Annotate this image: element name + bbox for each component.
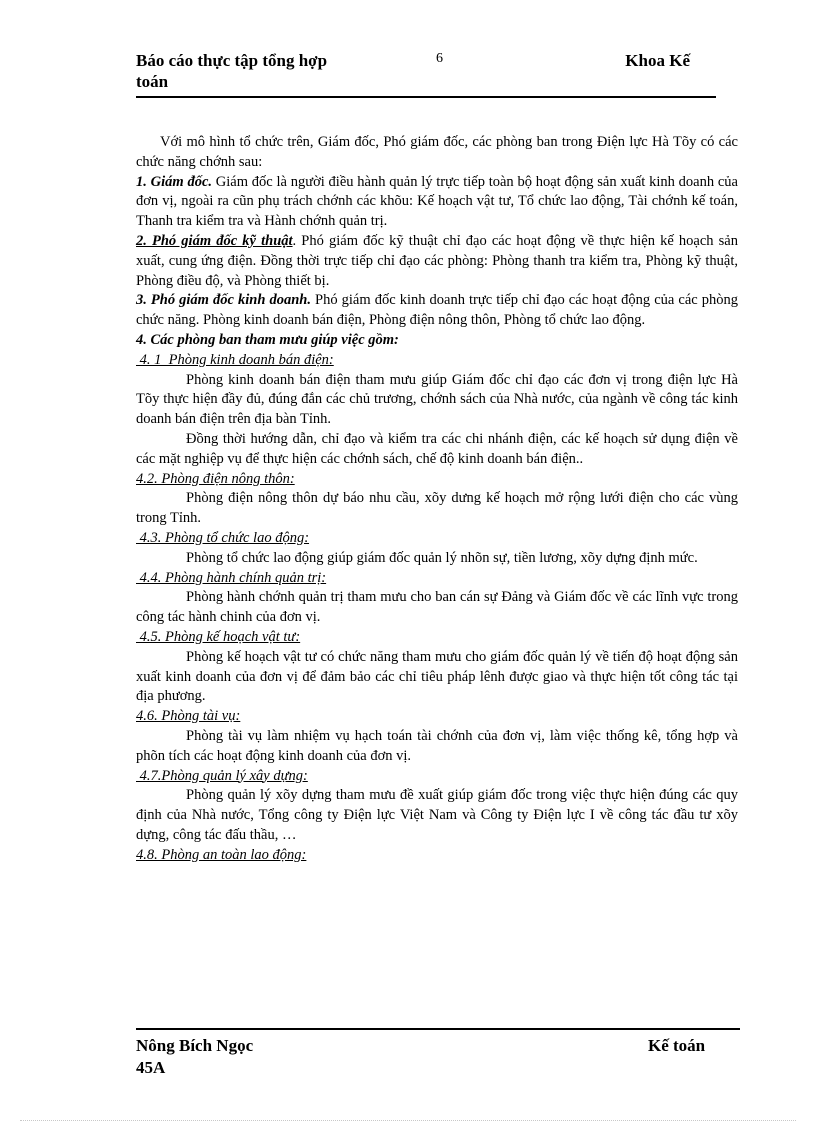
subsection-4-5-paragraph: Phòng kế hoạch vật tư có chức năng tham mưu cho giám đốc quản lý về tiến độ hoạt động sản xuất kinh doanh của đơn vị để đảm bảo các chỉ tiêu pháp lênh được giao và thực hiện tốt công tác tại địa phương. (136, 648, 738, 705)
header-title-line2: toán (136, 72, 169, 91)
subsection-4-5-heading: 4.5. Phòng kế hoạch vật tư: (136, 628, 301, 645)
footer-author (136, 1035, 253, 1079)
header-department: Khoa Kế (625, 51, 690, 70)
header-title (136, 50, 356, 92)
subsection-4-6-title (136, 707, 738, 727)
subsection-4-5-title (136, 628, 738, 648)
subsection-4-1-heading: 4. 1 Phòng kinh doanh bán điện: (136, 351, 334, 368)
subsection-4-4-paragraph: Phòng hành chớnh quản trị tham mưu cho ban cán sự Đảng và Giám đốc về các lĩnh vực trong công tác hành chinh của đơn vị. (136, 589, 738, 626)
subsection-4-7-paragraph: Phòng quản lý xõy dựng tham mưu đề xuất giúp giám đốc trong việc thực hiện đúng các quy định của Nhà nước, Tổng công ty Điện lực Việt Nam và Công ty Điện lực I về công tác đầu tư xõy dựng, công tác đấu thầu, … (136, 787, 738, 843)
subsection-4-7-heading: 4.7.Phòng quản lý xây dựng: (136, 767, 308, 784)
section-director (136, 173, 738, 232)
subsection-4-2-heading: 4.2. Phòng điện nông thôn: (136, 470, 295, 487)
subsection-4-6-paragraph: Phòng tài vụ làm nhiệm vụ hạch toán tài chớnh của đơn vị, làm việc thống kê, tổng hợp và phõn tích các hoạt động kinh doanh của đơn vị. (136, 727, 738, 764)
subsection-4-6-heading: 4.6. Phòng tài vụ: (136, 708, 241, 725)
subsection-4-3-heading: 4.3. Phòng tổ chức lao động: (136, 529, 310, 546)
section-business-deputy-heading: 3. Phó giám đốc kinh doanh. (136, 292, 311, 309)
section-departments (136, 331, 738, 351)
subsection-4-4-heading: 4.4. Phòng hành chính quản trị: (136, 569, 327, 586)
subsection-4-2-paragraph: Phòng điện nông thôn dự báo nhu cầu, xõy dưng kế hoạch mở rộng lưới điện cho các vùng trong Tỉnh. (136, 490, 738, 527)
section-technical-deputy-text: . Phó giám đốc kỹ thuật chỉ đạo các hoạt động về thực hiện kế hoạch sản xuất, cung ứng điện. Đồng thời trực tiếp chỉ đạo các phòng: Phòng thanh tra kiểm tra, Phòng kỹ thuật, Phòng điều độ, và Phòng thiết bị. (136, 232, 738, 289)
footer-rule (136, 1028, 740, 1030)
subsection-4-2-title (136, 470, 738, 490)
subsection-4-8-heading: 4.8. Phòng an toàn lao động: (136, 846, 307, 863)
subsection-4-3-paragraph: Phòng tổ chức lao động giúp giám đốc quản lý nhõn sự, tiền lương, xõy dựng định mức. (186, 549, 698, 566)
section-technical-deputy (136, 232, 738, 291)
section-business-deputy (136, 291, 738, 331)
header-title-line1: Báo cáo thực tập tổng hợp (136, 51, 328, 70)
section-technical-deputy-heading: 2. Phó giám đốc kỹ thuật (136, 232, 293, 249)
footer-department: Kế toán (648, 1036, 706, 1055)
subsection-4-1-title (136, 351, 738, 371)
subsection-4-7-title (136, 767, 738, 787)
footer-author-class: 45A (136, 1058, 166, 1077)
footer-author-name: Nông Bích Ngọc (136, 1036, 254, 1055)
subsection-4-4-title (136, 569, 738, 589)
intro-paragraph: Với mô hình tổ chức trên, Giám đốc, Phó giám đốc, các phòng ban trong Điện lực Hà Tõy có các chức năng chớnh sau: (136, 134, 738, 170)
page-header (136, 50, 716, 98)
page-number: 6 (436, 51, 443, 66)
document-body (136, 133, 738, 865)
section-business-deputy-text: Phó giám đốc kinh doanh trực tiếp chỉ đạo các hoạt động của các phòng chức năng. Phòng kinh doanh bán điện, Phòng điện nông thôn, Phòng tổ chức lao động. (136, 292, 739, 329)
subsection-4-1-paragraph-1: Phòng kinh doanh bán điện tham mưu giúp Giám đốc chỉ đạo các đơn vị trong điện lực Hà Tõy thực hiện đầy đủ, đúng đắn các chủ trương, chớnh sách của Nhà nước, của ngành về công tác kinh doanh bán điện trên địa bàn Tỉnh. (136, 371, 738, 428)
section-director-text: Giám đốc là người điều hành quản lý trực tiếp toàn bộ hoạt động sản xuất kinh doanh của đơn vị, ngoài ra cũn phụ trách chớnh các khõu: Kế hoạch vật tư, Tổ chức lao động, Tài chớnh kế toán, Thanh tra kiểm tra và Hành chớnh quản trị. (136, 173, 738, 230)
page-edge-divider (20, 1120, 796, 1121)
subsection-4-1-paragraph-2: Đồng thời hướng dẫn, chỉ đạo và kiểm tra các chi nhánh điện, các kế hoạch sử dụng điện về các mặt nghiệp vụ để thực hiện các chớnh sách, chế độ kinh doanh bán điện.. (136, 430, 738, 467)
section-departments-heading: 4. Các phòng ban tham mưu giúp việc gồm: (136, 331, 399, 348)
section-director-heading: 1. Giám đốc. (136, 173, 213, 190)
subsection-4-3-title (136, 529, 738, 549)
subsection-4-8-title (136, 846, 738, 866)
